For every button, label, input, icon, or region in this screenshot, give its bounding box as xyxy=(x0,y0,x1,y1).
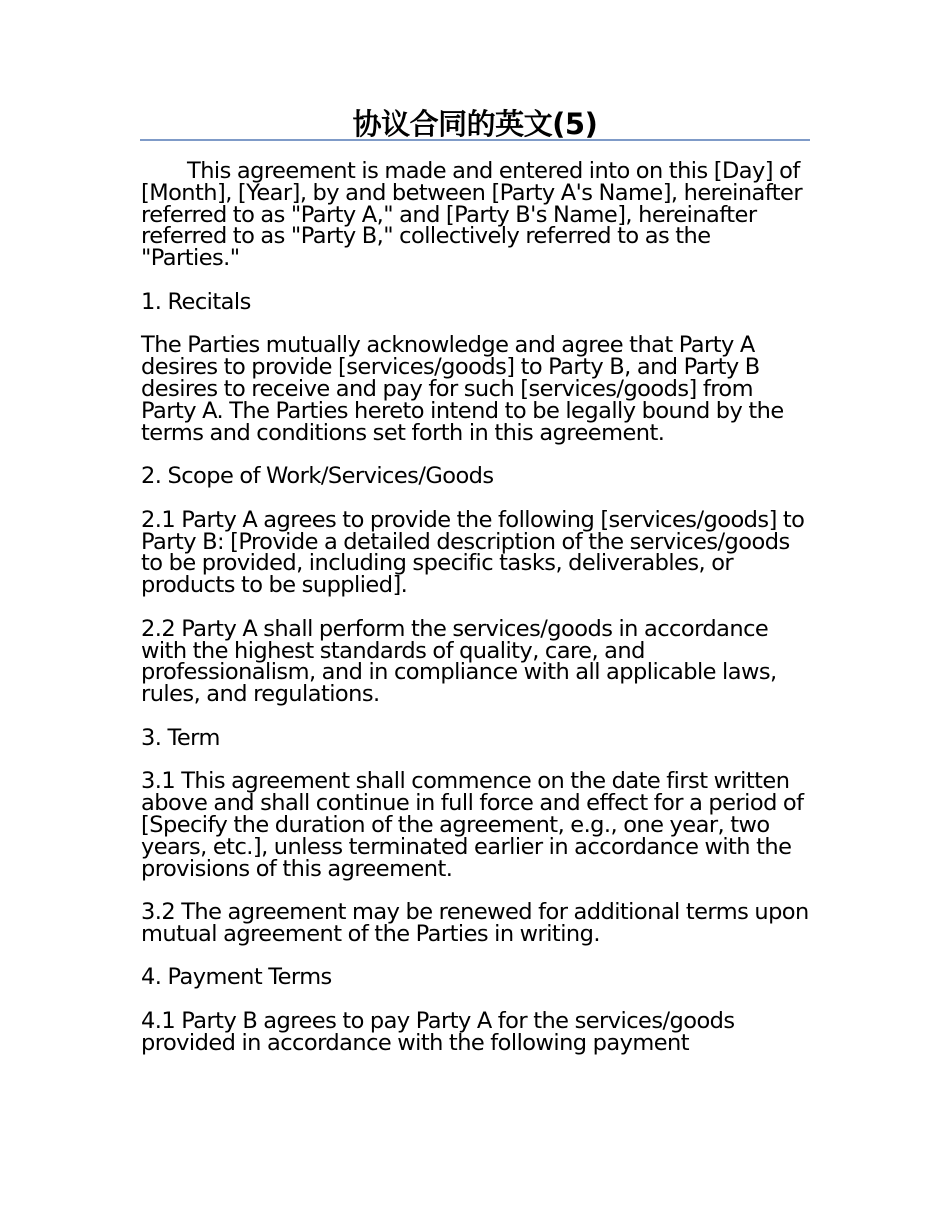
clause-3-1: 3.1 This agreement shall commence on the date first written above and shall continue in full force and effect for a period of [Specify the duration of the agreement, e.g., one year, two years, etc.], unless terminated earlier in accordance with the provisions of this agreement. xyxy=(141,768,804,882)
title-underline xyxy=(140,139,810,141)
clause-2-1: 2.1 Party A agrees to provide the following [services/goods] to Party B: [Provide a detailed description of the services/goods to be provided, including specific tasks, deliverables, or products to be supplied]. xyxy=(141,506,805,599)
section-heading-payment: 4. Payment Terms xyxy=(141,964,332,991)
clause-3-2: 3.2 The agreement may be renewed for additional terms upon mutual agreement of the Parties in writing. xyxy=(141,899,809,947)
section-heading-scope: 2. Scope of Work/Services/Goods xyxy=(141,463,494,490)
recitals-paragraph: The Parties mutually acknowledge and agree that Party A desires to provide [services/goods] to Party B, and Party B desires to receive and pay for such [services/goods] from Party A. The Parties hereto intend to be legally bound by the terms and conditions set forth in this agreement. xyxy=(141,332,784,446)
section-heading-recitals: 1. Recitals xyxy=(141,288,251,315)
document-body xyxy=(141,158,813,1076)
intro-paragraph: This agreement is made and entered into on this [Day] of [Month], [Year], by and between [Party A's Name], hereinafter referred to as "Party A," and [Party B's Name], hereinafter referred to as "Party B," collectively referred to as the "Parties." xyxy=(141,158,803,272)
clause-4-1: 4.1 Party B agrees to pay Party A for the services/goods provided in accordance with the following payment xyxy=(141,1008,735,1056)
document-title: 协议合同的英文(5) xyxy=(352,107,598,141)
section-heading-term: 3. Term xyxy=(141,724,220,751)
clause-2-2: 2.2 Party A shall perform the services/goods in accordance with the highest standards of quality, care, and professionalism, and in compliance with all applicable laws, rules, and regulations. xyxy=(141,615,777,708)
